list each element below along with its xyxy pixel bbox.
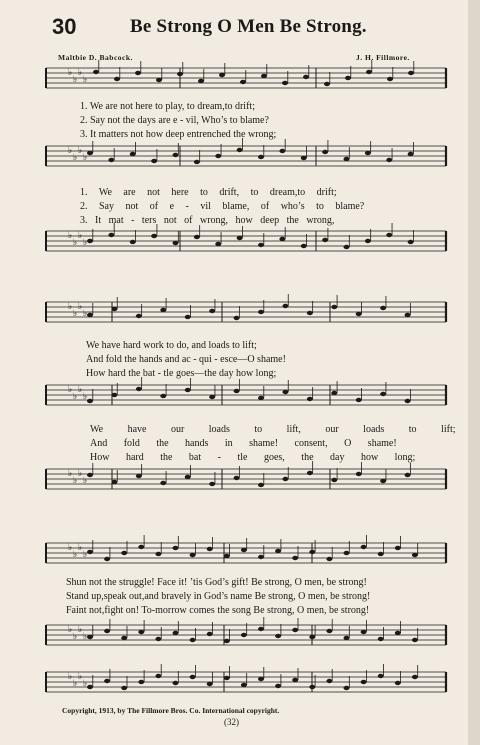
lyric-line: We have hard work to do, and loads to lift; bbox=[86, 340, 257, 351]
note-head bbox=[87, 239, 93, 243]
note-head bbox=[275, 549, 281, 553]
note-head bbox=[322, 238, 328, 242]
lyric-line: How hard the bat - tle goes, the day how long; bbox=[90, 452, 416, 463]
flat-sign: ♭ bbox=[83, 392, 88, 402]
lyric-line: 1. We are not here to play, to dream,to drift; bbox=[80, 101, 255, 112]
note-head bbox=[240, 80, 246, 84]
note-head bbox=[237, 148, 243, 152]
note-head bbox=[207, 682, 213, 686]
note-head bbox=[275, 634, 281, 638]
note-head bbox=[130, 152, 136, 156]
flat-sign: ♭ bbox=[78, 469, 83, 479]
note-head bbox=[395, 546, 401, 550]
note-head bbox=[185, 475, 191, 479]
note-head bbox=[207, 632, 213, 636]
lyric-line: And fold the hands and ac - qui - esce—O shame! bbox=[86, 354, 286, 365]
note-head bbox=[380, 479, 386, 483]
note-head bbox=[237, 236, 243, 240]
note-head bbox=[275, 684, 281, 688]
note-head bbox=[219, 73, 225, 77]
flat-sign: ♭ bbox=[73, 238, 78, 248]
note-head bbox=[160, 481, 166, 485]
note-head bbox=[380, 306, 386, 310]
flat-sign: ♭ bbox=[83, 632, 88, 642]
note-head bbox=[234, 476, 240, 480]
note-head bbox=[344, 686, 350, 690]
note-head bbox=[224, 676, 230, 680]
flat-sign: ♭ bbox=[73, 153, 78, 163]
lyric-line: 2. Say not the days are e - vil, Who’s to blame? bbox=[80, 115, 269, 126]
note-head bbox=[322, 150, 328, 154]
note-head bbox=[378, 674, 384, 678]
note-head bbox=[160, 308, 166, 312]
lyric-line: 3. It matters not how deep entrenched the wrong; bbox=[80, 129, 277, 140]
note-head bbox=[209, 395, 215, 399]
note-head bbox=[356, 398, 362, 402]
flat-sign: ♭ bbox=[68, 469, 73, 479]
note-head bbox=[111, 393, 117, 397]
composer-credit: J. H. Fillmore. bbox=[356, 53, 410, 62]
note-head bbox=[234, 389, 240, 393]
flat-sign: ♭ bbox=[68, 625, 73, 635]
note-head bbox=[190, 553, 196, 557]
note-head bbox=[104, 679, 110, 683]
lyric-line: Shun not the struggle! Face it! ’tis God’s gift! Be strong, O men, be strong! bbox=[66, 577, 367, 588]
note-head bbox=[405, 473, 411, 477]
note-head bbox=[198, 79, 204, 83]
note-head bbox=[111, 307, 117, 311]
note-head bbox=[301, 244, 307, 248]
note-head bbox=[114, 77, 120, 81]
note-head bbox=[303, 75, 309, 79]
note-head bbox=[326, 557, 332, 561]
flat-sign: ♭ bbox=[78, 385, 83, 395]
note-head bbox=[215, 242, 221, 246]
note-head bbox=[408, 240, 414, 244]
note-head bbox=[190, 638, 196, 642]
flat-sign: ♭ bbox=[68, 543, 73, 553]
note-head bbox=[282, 477, 288, 481]
note-head bbox=[87, 313, 93, 317]
note-head bbox=[326, 679, 332, 683]
note-head bbox=[209, 482, 215, 486]
note-head bbox=[258, 627, 264, 631]
note-head bbox=[155, 674, 161, 678]
note-head bbox=[282, 390, 288, 394]
note-head bbox=[405, 399, 411, 403]
note-head bbox=[87, 635, 93, 639]
note-head bbox=[87, 550, 93, 554]
note-head bbox=[307, 397, 313, 401]
note-head bbox=[387, 77, 393, 81]
note-head bbox=[121, 636, 127, 640]
note-head bbox=[282, 81, 288, 85]
note-head bbox=[87, 473, 93, 477]
note-head bbox=[408, 71, 414, 75]
note-head bbox=[87, 685, 93, 689]
note-head bbox=[331, 478, 337, 482]
flat-sign: ♭ bbox=[73, 75, 78, 85]
note-head bbox=[331, 305, 337, 309]
note-head bbox=[173, 681, 179, 685]
note-head bbox=[292, 628, 298, 632]
hymn-number: 30 bbox=[52, 14, 77, 39]
note-head bbox=[365, 239, 371, 243]
flat-sign: ♭ bbox=[73, 392, 78, 402]
flat-sign: ♭ bbox=[68, 385, 73, 395]
note-head bbox=[380, 392, 386, 396]
flat-sign: ♭ bbox=[78, 625, 83, 635]
note-head bbox=[160, 394, 166, 398]
flat-sign: ♭ bbox=[73, 679, 78, 689]
note-head bbox=[412, 553, 418, 557]
note-head bbox=[136, 314, 142, 318]
note-head bbox=[386, 233, 392, 237]
note-head bbox=[173, 241, 179, 245]
note-head bbox=[279, 149, 285, 153]
flat-sign: ♭ bbox=[73, 550, 78, 560]
note-head bbox=[365, 151, 371, 155]
note-head bbox=[121, 551, 127, 555]
note-head bbox=[282, 304, 288, 308]
note-head bbox=[215, 154, 221, 158]
note-head bbox=[207, 547, 213, 551]
note-head bbox=[224, 554, 230, 558]
note-head bbox=[408, 152, 414, 156]
lyric-line: Faint not,fight on! To-morrow comes the song Be strong, O men, be strong! bbox=[66, 605, 370, 616]
note-head bbox=[324, 82, 330, 86]
note-head bbox=[344, 636, 350, 640]
note-head bbox=[258, 677, 264, 681]
flat-sign: ♭ bbox=[78, 146, 83, 156]
flat-sign: ♭ bbox=[83, 75, 88, 85]
note-head bbox=[185, 388, 191, 392]
note-head bbox=[224, 639, 230, 643]
note-head bbox=[378, 552, 384, 556]
lyric-line: And fold the hands in shame! consent, O shame! bbox=[90, 438, 397, 449]
note-head bbox=[151, 159, 157, 163]
note-head bbox=[344, 245, 350, 249]
note-head bbox=[209, 309, 215, 313]
note-head bbox=[258, 243, 264, 247]
note-head bbox=[307, 471, 313, 475]
flat-sign: ♭ bbox=[68, 672, 73, 682]
note-head bbox=[93, 70, 99, 74]
note-head bbox=[138, 630, 144, 634]
note-head bbox=[412, 675, 418, 679]
flat-sign: ♭ bbox=[73, 632, 78, 642]
flat-sign: ♭ bbox=[83, 309, 88, 319]
note-head bbox=[356, 312, 362, 316]
note-head bbox=[395, 631, 401, 635]
note-head bbox=[258, 155, 264, 159]
note-head bbox=[136, 387, 142, 391]
note-head bbox=[386, 158, 392, 162]
flat-sign: ♭ bbox=[83, 476, 88, 486]
flat-sign: ♭ bbox=[78, 672, 83, 682]
note-head bbox=[87, 151, 93, 155]
note-head bbox=[309, 550, 315, 554]
note-head bbox=[173, 546, 179, 550]
note-head bbox=[177, 72, 183, 76]
flat-sign: ♭ bbox=[73, 476, 78, 486]
note-head bbox=[234, 316, 240, 320]
note-head bbox=[241, 548, 247, 552]
note-head bbox=[307, 311, 313, 315]
hymn-title: Be Strong O Men Be Strong. bbox=[130, 16, 367, 37]
note-head bbox=[151, 234, 157, 238]
flat-sign: ♭ bbox=[83, 238, 88, 248]
note-head bbox=[185, 315, 191, 319]
note-head bbox=[378, 637, 384, 641]
lyric-line: 3. It mat - ters not of wrong, how deep the wrong, bbox=[80, 215, 335, 226]
lyric-line: We have our loads to lift, our loads to lift; bbox=[90, 424, 456, 435]
flat-sign: ♭ bbox=[78, 543, 83, 553]
note-head bbox=[344, 551, 350, 555]
flat-sign: ♭ bbox=[68, 68, 73, 78]
note-head bbox=[138, 545, 144, 549]
note-head bbox=[309, 635, 315, 639]
author-credit: Maltbie D. Babcock. bbox=[58, 53, 133, 62]
note-head bbox=[111, 480, 117, 484]
note-head bbox=[366, 70, 372, 74]
note-head bbox=[301, 156, 307, 160]
note-head bbox=[258, 555, 264, 559]
flat-sign: ♭ bbox=[68, 231, 73, 241]
note-head bbox=[87, 399, 93, 403]
note-head bbox=[331, 391, 337, 395]
note-head bbox=[361, 630, 367, 634]
note-head bbox=[108, 158, 114, 162]
flat-sign: ♭ bbox=[83, 679, 88, 689]
flat-sign: ♭ bbox=[78, 68, 83, 78]
note-head bbox=[130, 240, 136, 244]
note-head bbox=[190, 675, 196, 679]
note-head bbox=[412, 638, 418, 642]
lyric-line: 1. We are not here to drift, to dream,to drift; bbox=[80, 187, 337, 198]
note-head bbox=[173, 153, 179, 157]
note-head bbox=[241, 683, 247, 687]
note-head bbox=[104, 557, 110, 561]
note-head bbox=[258, 310, 264, 314]
lyric-line: 2. Say not of e - vil blame, of who’s to blame? bbox=[80, 201, 365, 212]
note-head bbox=[241, 633, 247, 637]
note-head bbox=[155, 552, 161, 556]
note-head bbox=[361, 545, 367, 549]
note-head bbox=[356, 472, 362, 476]
note-head bbox=[309, 685, 315, 689]
note-head bbox=[261, 74, 267, 78]
page-number: (32) bbox=[224, 717, 239, 727]
note-head bbox=[155, 637, 161, 641]
note-head bbox=[121, 686, 127, 690]
note-head bbox=[138, 680, 144, 684]
note-head bbox=[326, 629, 332, 633]
note-head bbox=[104, 629, 110, 633]
note-head bbox=[279, 237, 285, 241]
note-head bbox=[395, 681, 401, 685]
flat-sign: ♭ bbox=[83, 550, 88, 560]
note-head bbox=[258, 396, 264, 400]
note-head bbox=[108, 233, 114, 237]
lyric-line: Stand up,speak out,and bravely in God’s name Be strong, O men, be strong! bbox=[66, 591, 371, 602]
note-head bbox=[361, 680, 367, 684]
note-head bbox=[136, 474, 142, 478]
flat-sign: ♭ bbox=[78, 231, 83, 241]
note-head bbox=[292, 678, 298, 682]
note-head bbox=[344, 157, 350, 161]
note-head bbox=[258, 483, 264, 487]
lyric-line: How hard the bat - tle goes—the day how long; bbox=[86, 368, 277, 379]
note-head bbox=[405, 313, 411, 317]
note-head bbox=[135, 71, 141, 75]
note-head bbox=[194, 235, 200, 239]
note-head bbox=[292, 556, 298, 560]
note-head bbox=[194, 160, 200, 164]
flat-sign: ♭ bbox=[68, 146, 73, 156]
note-head bbox=[156, 78, 162, 82]
copyright-notice: Copyright, 1913, by The Fillmore Bros. Co. International copyright. bbox=[62, 706, 280, 715]
flat-sign: ♭ bbox=[73, 309, 78, 319]
flat-sign: ♭ bbox=[78, 302, 83, 312]
note-head bbox=[173, 631, 179, 635]
note-head bbox=[345, 76, 351, 80]
flat-sign: ♭ bbox=[83, 153, 88, 163]
flat-sign: ♭ bbox=[68, 302, 73, 312]
